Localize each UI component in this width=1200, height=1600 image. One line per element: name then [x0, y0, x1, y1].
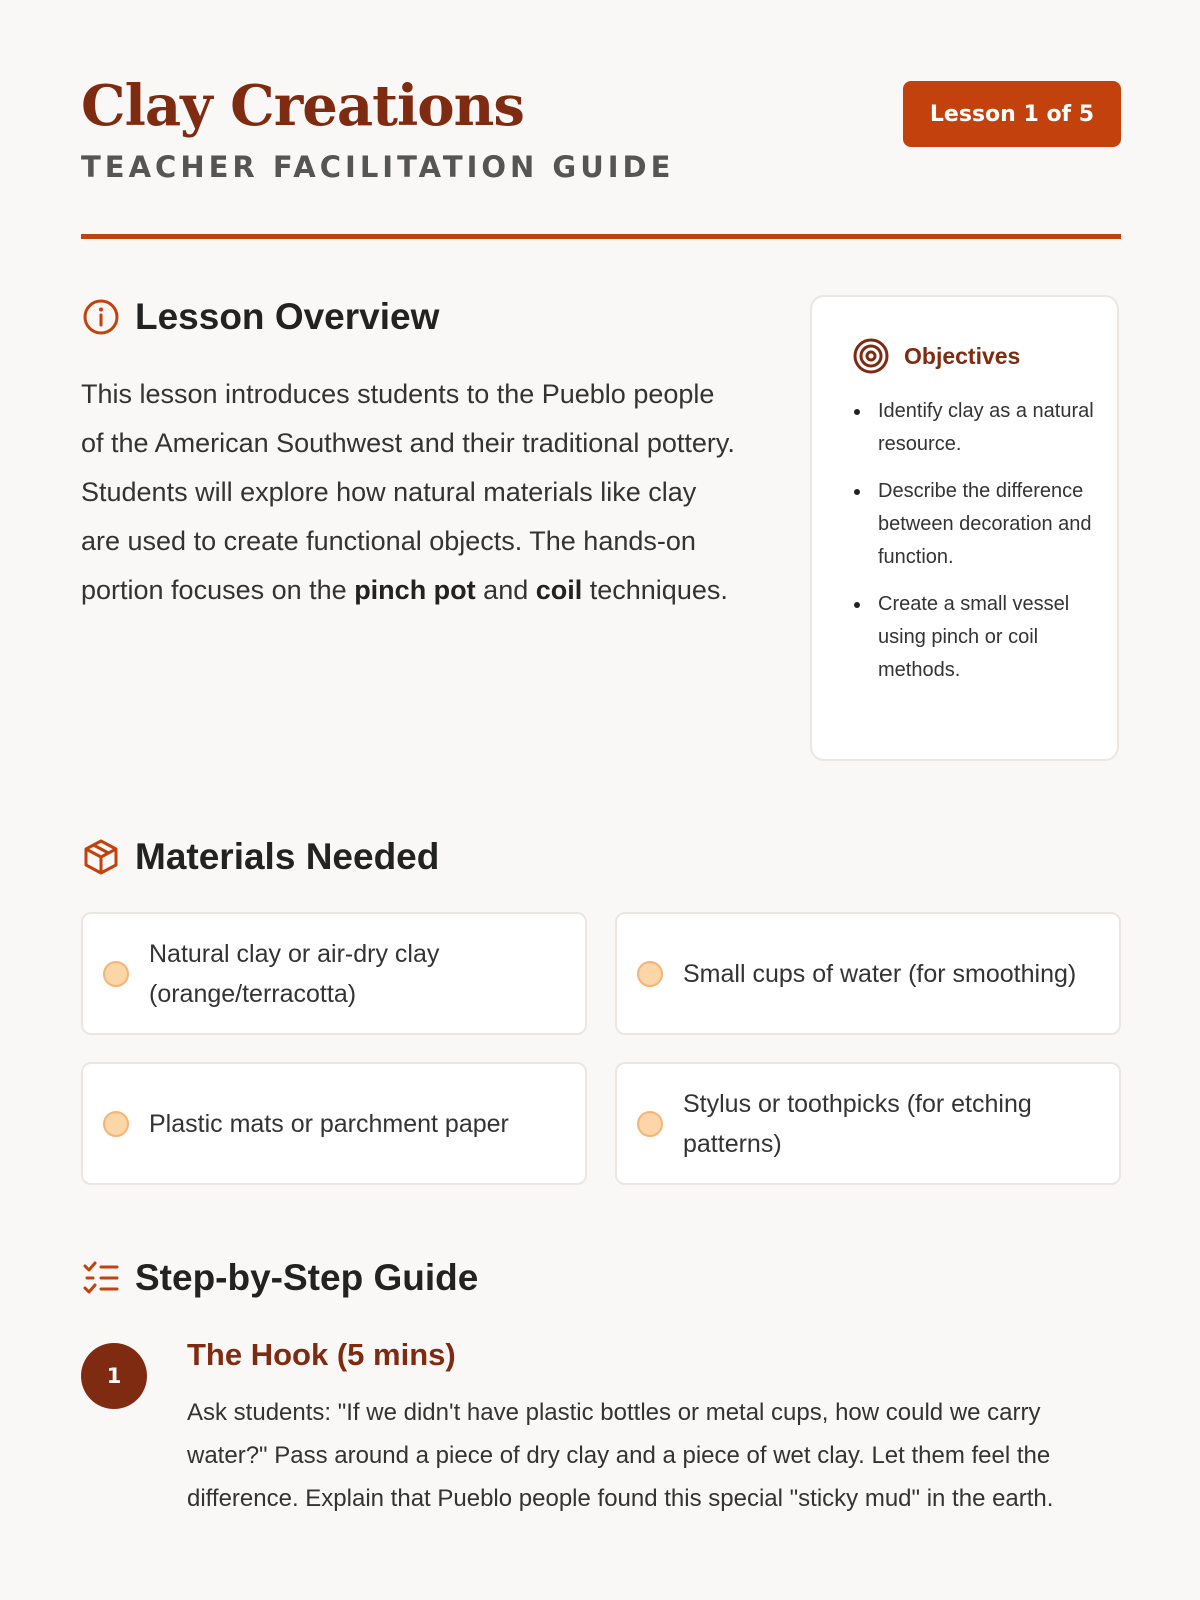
bullet-dot-icon [103, 1111, 129, 1137]
lesson-page [81, 0, 1121, 1512]
objective-item: Identify clay as a natural resource. [852, 395, 1102, 461]
lesson-overview-heading: Lesson Overview [135, 296, 440, 337]
material-card [81, 912, 587, 1035]
material-card [81, 1062, 587, 1185]
material-label: Small cups of water (for smoothing) [683, 959, 1077, 988]
lesson-overview-section [81, 296, 741, 615]
bullet-dot-icon [637, 961, 663, 987]
material-card [615, 1062, 1121, 1185]
info-circle-icon [81, 297, 121, 337]
materials-section [81, 836, 1121, 1158]
bullet-dot-icon [637, 1111, 663, 1137]
header-divider [81, 234, 1121, 239]
objective-item: Create a small vessel using pinch or coil methods. [852, 588, 1102, 687]
step-description: Ask students: "If we didn't have plastic bottles or metal cups, how could we carry water?" Pass around a piece of dry clay and a piece of wet clay. Let them feel the difference. Explain that Pueblo people found this special "sticky mud" in the earth. [187, 1399, 1054, 1512]
objectives-list [852, 395, 1102, 701]
checklist-icon [81, 1258, 121, 1298]
page-subtitle: TEACHER FACILITATION GUIDE [81, 150, 675, 184]
objectives-card [810, 295, 1119, 761]
material-label: Stylus or toothpicks (for etching patterns) [683, 1089, 1032, 1158]
step-title: The Hook (5 mins) [187, 1337, 456, 1372]
page-title: Clay Creations [81, 73, 524, 139]
coil-term: coil [535, 575, 583, 605]
material-card [615, 912, 1121, 1035]
header [81, 0, 1121, 240]
material-label: Plastic mats or parchment paper [149, 1109, 509, 1138]
step-number: 1 [81, 1343, 147, 1409]
pinch-pot-term: pinch pot [354, 575, 476, 605]
package-icon [81, 837, 121, 877]
materials-heading: Materials Needed [135, 836, 440, 877]
objective-item: Describe the difference between decoration and function. [852, 475, 1102, 574]
lesson-overview-text: This lesson introduces students to the Pueblo people of the American Southwest and their traditional pottery. Students will explore how natural materials like clay are used to create functional objects. The hands-on portion focuses on the pinch pot and coil techniques. [81, 379, 735, 605]
steps-section [81, 1257, 1121, 1512]
objectives-heading: Objectives [904, 342, 1021, 369]
bullet-dot-icon [103, 961, 129, 987]
material-label: Natural clay or air-dry clay (orange/terracotta) [149, 939, 440, 1008]
lesson-badge: Lesson 1 of 5 [903, 81, 1121, 147]
steps-heading: Step-by-Step Guide [135, 1257, 479, 1298]
target-icon [852, 337, 890, 375]
